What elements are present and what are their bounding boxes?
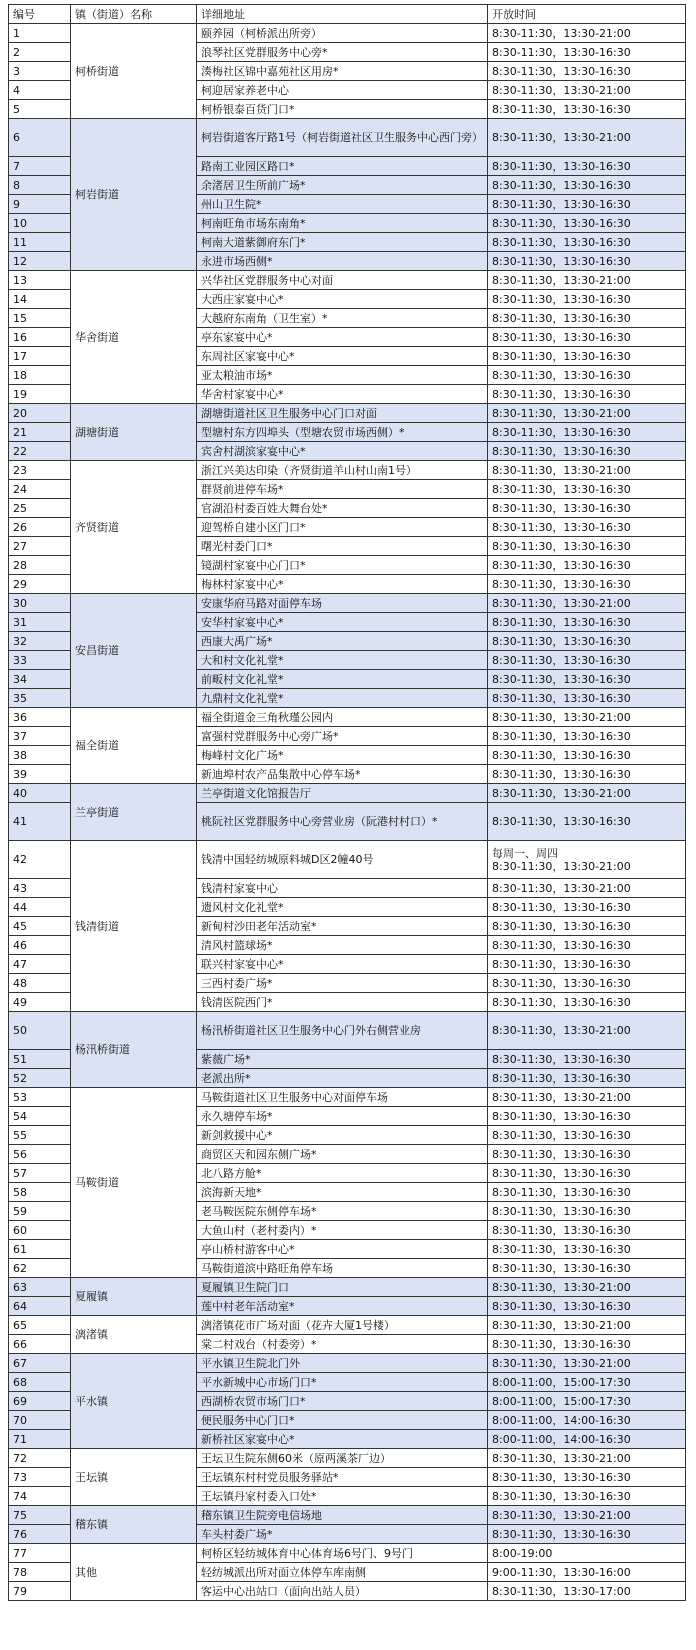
cell-number: 65 xyxy=(9,1316,71,1335)
table-row xyxy=(9,1012,686,1050)
cell-number: 59 xyxy=(9,1202,71,1221)
cell-hours: 8:30-11:30，13:30-16:30 xyxy=(488,1335,686,1354)
cell-number: 23 xyxy=(9,461,71,480)
cell-address: 浙江兴美达印染（齐贤街道羊山村山南1号） xyxy=(197,461,488,480)
cell-number: 4 xyxy=(9,81,71,100)
cell-number: 46 xyxy=(9,936,71,955)
table-row xyxy=(9,1316,686,1335)
table-row xyxy=(9,1088,686,1107)
cell-number: 49 xyxy=(9,993,71,1012)
cell-address: 轻纺城派出所对面立体停车库南侧 xyxy=(197,1563,488,1582)
cell-hours: 8:30-11:30，13:30-16:30 xyxy=(488,613,686,632)
cell-hours: 8:30-11:30，13:30-16:30 xyxy=(488,1126,686,1145)
header-address: 详细地址 xyxy=(197,5,488,24)
cell-address: 王坛镇丹家村委入口处* xyxy=(197,1487,488,1506)
cell-address: 大鱼山村（老村委内）* xyxy=(197,1221,488,1240)
cell-hours: 8:00-11:00，15:00-17:30 xyxy=(488,1392,686,1411)
cell-hours: 8:30-11:30，13:30-21:00 xyxy=(488,1012,686,1050)
cell-number: 74 xyxy=(9,1487,71,1506)
cell-address: 商贸区天和园东侧广场* xyxy=(197,1145,488,1164)
cell-address: 清风村篮球场* xyxy=(197,936,488,955)
cell-address: 余渚居卫生所前广场* xyxy=(197,176,488,195)
cell-address: 安华村家宴中心* xyxy=(197,613,488,632)
cell-address: 福全街道金三角秋瑾公园内 xyxy=(197,708,488,727)
cell-hours: 8:30-11:30，13:30-16:30 xyxy=(488,195,686,214)
cell-number: 20 xyxy=(9,404,71,423)
cell-address: 三西村委广场* xyxy=(197,974,488,993)
cell-number: 41 xyxy=(9,803,71,841)
header-town: 镇（街道）名称 xyxy=(71,5,197,24)
cell-address: 西湖桥农贸市场门口* xyxy=(197,1392,488,1411)
cell-address: 柯南旺角市场东南角* xyxy=(197,214,488,233)
table-row xyxy=(9,461,686,480)
cell-address: 永久塘停车场* xyxy=(197,1107,488,1126)
cell-address: 钱清村家宴中心 xyxy=(197,879,488,898)
table-row xyxy=(9,708,686,727)
cell-address: 大西庄家宴中心* xyxy=(197,290,488,309)
cell-number: 61 xyxy=(9,1240,71,1259)
cell-address: 亭东家宴中心* xyxy=(197,328,488,347)
cell-number: 2 xyxy=(9,43,71,62)
cell-number: 50 xyxy=(9,1012,71,1050)
table-row xyxy=(9,784,686,803)
cell-number: 57 xyxy=(9,1164,71,1183)
cell-number: 60 xyxy=(9,1221,71,1240)
table-row xyxy=(9,841,686,879)
cell-address: 平水镇卫生院北门外 xyxy=(197,1354,488,1373)
cell-address: 州山卫生院* xyxy=(197,195,488,214)
cell-number: 1 xyxy=(9,24,71,43)
cell-address: 新剑救援中心* xyxy=(197,1126,488,1145)
cell-hours: 8:30-11:30，13:30-16:30 xyxy=(488,100,686,119)
cell-address: 湖塘街道社区卫生服务中心门口对面 xyxy=(197,404,488,423)
cell-address: 王坛卫生院东侧60米（原两溪茶厂边） xyxy=(197,1449,488,1468)
cell-hours: 8:30-11:30，13:30-16:30 xyxy=(488,632,686,651)
cell-number: 78 xyxy=(9,1563,71,1582)
header-number: 编号 xyxy=(9,5,71,24)
cell-number: 27 xyxy=(9,537,71,556)
cell-hours: 8:30-11:30，13:30-16:30 xyxy=(488,366,686,385)
cell-town: 华舍街道 xyxy=(71,271,197,404)
cell-number: 75 xyxy=(9,1506,71,1525)
cell-hours: 8:30-11:30，13:30-16:30 xyxy=(488,252,686,271)
cell-town: 稽东镇 xyxy=(71,1506,197,1544)
cell-town: 马鞍街道 xyxy=(71,1088,197,1278)
cell-number: 15 xyxy=(9,309,71,328)
cell-hours: 8:30-11:30，13:30-21:00 xyxy=(488,271,686,290)
cell-hours: 8:30-11:30，13:30-21:00 xyxy=(488,404,686,423)
cell-address: 型塘村东方四埠头（型塘农贸市场西侧）* xyxy=(197,423,488,442)
cell-number: 53 xyxy=(9,1088,71,1107)
cell-address: 永进市场西侧* xyxy=(197,252,488,271)
cell-hours: 8:30-11:30，13:30-16:30 xyxy=(488,309,686,328)
cell-number: 63 xyxy=(9,1278,71,1297)
cell-number: 17 xyxy=(9,347,71,366)
cell-number: 66 xyxy=(9,1335,71,1354)
header-row xyxy=(9,5,686,24)
cell-number: 48 xyxy=(9,974,71,993)
cell-address: 东周社区家宴中心* xyxy=(197,347,488,366)
cell-town: 福全街道 xyxy=(71,708,197,784)
cell-number: 18 xyxy=(9,366,71,385)
cell-hours: 8:30-11:30，13:30-16:30 xyxy=(488,157,686,176)
cell-address: 紫薇广场* xyxy=(197,1050,488,1069)
cell-address: 便民服务中心门口* xyxy=(197,1411,488,1430)
cell-number: 69 xyxy=(9,1392,71,1411)
cell-town: 漓渚镇 xyxy=(71,1316,197,1354)
cell-number: 29 xyxy=(9,575,71,594)
cell-number: 16 xyxy=(9,328,71,347)
cell-number: 45 xyxy=(9,917,71,936)
cell-address: 马鞍街道滨中路旺角停车场 xyxy=(197,1259,488,1278)
cell-number: 26 xyxy=(9,518,71,537)
cell-hours: 8:30-11:30，13:30-16:30 xyxy=(488,974,686,993)
cell-hours: 8:30-11:30，13:30-16:30 xyxy=(488,689,686,708)
cell-number: 33 xyxy=(9,651,71,670)
cell-number: 77 xyxy=(9,1544,71,1563)
cell-hours: 8:30-11:30，13:30-16:30 xyxy=(488,62,686,81)
cell-address: 柯迎居家养老中心 xyxy=(197,81,488,100)
cell-hours: 8:30-11:30，13:30-21:00 xyxy=(488,119,686,157)
cell-hours: 8:30-11:30，13:30-16:30 xyxy=(488,1468,686,1487)
cell-address: 北八路方舱* xyxy=(197,1164,488,1183)
cell-address: 柯岩街道客厅路1号（柯岩街道社区卫生服务中心西门旁） xyxy=(197,119,488,157)
cell-hours: 8:30-11:30，13:30-16:30 xyxy=(488,936,686,955)
table-row xyxy=(9,1544,686,1563)
cell-address: 新甸村沙田老年活动室* xyxy=(197,917,488,936)
cell-hours: 8:00-11:00，14:00-16:30 xyxy=(488,1411,686,1430)
cell-address: 滨海新天地* xyxy=(197,1183,488,1202)
cell-number: 34 xyxy=(9,670,71,689)
cell-town: 杨汛桥街道 xyxy=(71,1012,197,1088)
cell-number: 76 xyxy=(9,1525,71,1544)
cell-hours: 8:30-11:30，13:30-16:30 xyxy=(488,898,686,917)
cell-address: 亚太粮油市场* xyxy=(197,366,488,385)
cell-address: 前畈村文化礼堂* xyxy=(197,670,488,689)
cell-hours: 8:30-11:30，13:30-21:00 xyxy=(488,81,686,100)
cell-address: 平水新城中心市场门口* xyxy=(197,1373,488,1392)
cell-town: 夏履镇 xyxy=(71,1278,197,1316)
cell-address: 钱清中国轻纺城原料城D区2幢40号 xyxy=(197,841,488,879)
cell-address: 杨汛桥街道社区卫生服务中心门外右侧营业房 xyxy=(197,1012,488,1050)
cell-address: 梅林村家宴中心* xyxy=(197,575,488,594)
cell-number: 54 xyxy=(9,1107,71,1126)
cell-address: 老派出所* xyxy=(197,1069,488,1088)
cell-address: 新迪埠村农产品集散中心停车场* xyxy=(197,765,488,784)
cell-hours: 8:30-11:30，13:30-16:30 xyxy=(488,993,686,1012)
cell-number: 30 xyxy=(9,594,71,613)
cell-address: 湊梅社区锦中嘉苑社区用房* xyxy=(197,62,488,81)
cell-number: 70 xyxy=(9,1411,71,1430)
cell-address: 华舍村家宴中心* xyxy=(197,385,488,404)
cell-hours: 8:30-11:30，13:30-21:00 xyxy=(488,24,686,43)
cell-town: 平水镇 xyxy=(71,1354,197,1449)
cell-hours: 8:30-11:30，13:30-21:00 xyxy=(488,461,686,480)
cell-hours: 8:30-11:30，13:30-16:30 xyxy=(488,328,686,347)
cell-number: 42 xyxy=(9,841,71,879)
cell-hours: 8:30-11:30，13:30-21:00 xyxy=(488,1088,686,1107)
cell-hours: 8:30-11:30，13:30-16:30 xyxy=(488,803,686,841)
cell-town: 钱清街道 xyxy=(71,841,197,1012)
cell-hours: 8:30-11:30，13:30-16:30 xyxy=(488,347,686,366)
cell-address: 大越府东南角（卫生室）* xyxy=(197,309,488,328)
cell-number: 5 xyxy=(9,100,71,119)
cell-hours: 9:00-11:30，13:30-16:00 xyxy=(488,1563,686,1582)
cell-hours: 8:30-11:30，13:30-16:30 xyxy=(488,537,686,556)
testing-sites-table xyxy=(8,4,686,1601)
cell-number: 22 xyxy=(9,442,71,461)
cell-address: 马鞍街道社区卫生服务中心对面停车场 xyxy=(197,1088,488,1107)
cell-address: 西康大禹广场* xyxy=(197,632,488,651)
cell-hours: 8:30-11:30，13:30-17:00 xyxy=(488,1582,686,1601)
cell-hours: 8:30-11:30，13:30-21:00 xyxy=(488,594,686,613)
table-row xyxy=(9,271,686,290)
cell-number: 67 xyxy=(9,1354,71,1373)
cell-address: 宾舍村湖滨家宴中心* xyxy=(197,442,488,461)
cell-hours: 8:30-11:30，13:30-16:30 xyxy=(488,1107,686,1126)
cell-hours: 8:30-11:30，13:30-16:30 xyxy=(488,43,686,62)
cell-hours: 8:30-11:30，13:30-16:30 xyxy=(488,1240,686,1259)
cell-number: 39 xyxy=(9,765,71,784)
cell-number: 21 xyxy=(9,423,71,442)
cell-number: 38 xyxy=(9,746,71,765)
cell-address: 迎驾桥自建小区门口* xyxy=(197,518,488,537)
cell-hours: 8:30-11:30，13:30-21:00 xyxy=(488,1278,686,1297)
cell-address: 群贤前进停车场* xyxy=(197,480,488,499)
cell-hours: 8:30-11:30，13:30-16:30 xyxy=(488,1259,686,1278)
cell-address: 柯桥银泰百货门口* xyxy=(197,100,488,119)
cell-hours: 8:30-11:30，13:30-16:30 xyxy=(488,1145,686,1164)
cell-number: 47 xyxy=(9,955,71,974)
cell-address: 九鼎村文化礼堂* xyxy=(197,689,488,708)
cell-number: 35 xyxy=(9,689,71,708)
cell-number: 8 xyxy=(9,176,71,195)
table-row xyxy=(9,119,686,157)
cell-address: 夏履镇卫生院门口 xyxy=(197,1278,488,1297)
cell-address: 漓渚镇花市广场对面（花卉大厦1号楼） xyxy=(197,1316,488,1335)
cell-number: 51 xyxy=(9,1050,71,1069)
table-row xyxy=(9,1449,686,1468)
cell-town: 齐贤街道 xyxy=(71,461,197,594)
cell-address: 柯桥区轻纺城体育中心体育场6号门、9号门 xyxy=(197,1544,488,1563)
cell-number: 24 xyxy=(9,480,71,499)
cell-hours: 8:30-11:30，13:30-16:30 xyxy=(488,1297,686,1316)
cell-hours: 8:30-11:30，13:30-16:30 xyxy=(488,1050,686,1069)
cell-address: 稽东镇卫生院旁电信场地 xyxy=(197,1506,488,1525)
cell-hours: 8:30-11:30，13:30-16:30 xyxy=(488,233,686,252)
cell-hours: 8:30-11:30，13:30-21:00 xyxy=(488,708,686,727)
cell-address: 车头村委广场* xyxy=(197,1525,488,1544)
cell-number: 55 xyxy=(9,1126,71,1145)
cell-town: 其他 xyxy=(71,1544,197,1601)
cell-hours: 8:30-11:30，13:30-16:30 xyxy=(488,765,686,784)
cell-hours: 8:30-11:30，13:30-16:30 xyxy=(488,423,686,442)
cell-number: 62 xyxy=(9,1259,71,1278)
cell-number: 79 xyxy=(9,1582,71,1601)
cell-hours: 8:30-11:30，13:30-16:30 xyxy=(488,1164,686,1183)
cell-number: 13 xyxy=(9,271,71,290)
cell-hours: 8:30-11:30，13:30-16:30 xyxy=(488,1202,686,1221)
cell-hours: 8:30-11:30，13:30-16:30 xyxy=(488,1183,686,1202)
cell-town: 安昌街道 xyxy=(71,594,197,708)
cell-number: 6 xyxy=(9,119,71,157)
cell-number: 68 xyxy=(9,1373,71,1392)
cell-number: 58 xyxy=(9,1183,71,1202)
cell-number: 71 xyxy=(9,1430,71,1449)
cell-address: 曙光村委门口* xyxy=(197,537,488,556)
cell-address: 莲中村老年活动室* xyxy=(197,1297,488,1316)
cell-hours: 8:30-11:30，13:30-16:30 xyxy=(488,1525,686,1544)
cell-hours: 8:30-11:30，13:30-16:30 xyxy=(488,556,686,575)
cell-address: 镜湖村家宴中心门口* xyxy=(197,556,488,575)
cell-number: 73 xyxy=(9,1468,71,1487)
cell-town: 柯桥街道 xyxy=(71,24,197,119)
cell-hours: 8:30-11:30，13:30-21:00 xyxy=(488,1506,686,1525)
cell-address: 路南工业园区路口* xyxy=(197,157,488,176)
cell-hours: 8:30-11:30，13:30-16:30 xyxy=(488,442,686,461)
cell-number: 44 xyxy=(9,898,71,917)
cell-hours: 8:00-11:00，14:00-16:30 xyxy=(488,1430,686,1449)
cell-address: 官湖沿村委百姓大舞台处* xyxy=(197,499,488,518)
cell-hours: 8:30-11:30，13:30-16:30 xyxy=(488,214,686,233)
cell-hours: 8:30-11:30，13:30-16:30 xyxy=(488,1069,686,1088)
cell-address: 王坛镇东村村党员服务驿站* xyxy=(197,1468,488,1487)
cell-hours: 8:30-11:30，13:30-16:30 xyxy=(488,955,686,974)
cell-number: 37 xyxy=(9,727,71,746)
cell-hours: 8:30-11:30，13:30-21:00 xyxy=(488,879,686,898)
cell-number: 14 xyxy=(9,290,71,309)
cell-number: 10 xyxy=(9,214,71,233)
cell-address: 老马鞍医院东侧停车场* xyxy=(197,1202,488,1221)
cell-number: 7 xyxy=(9,157,71,176)
cell-address: 富强村党群服务中心旁广场* xyxy=(197,727,488,746)
cell-address: 梅峰村文化广场* xyxy=(197,746,488,765)
cell-number: 31 xyxy=(9,613,71,632)
table-row xyxy=(9,1278,686,1297)
cell-hours: 每周一、周四 8:30-11:30，13:30-21:00 xyxy=(488,841,686,879)
cell-number: 64 xyxy=(9,1297,71,1316)
table-row xyxy=(9,1506,686,1525)
cell-number: 12 xyxy=(9,252,71,271)
cell-hours: 8:30-11:30，13:30-21:00 xyxy=(488,1449,686,1468)
cell-address: 柯南大道紫御府东门* xyxy=(197,233,488,252)
cell-town: 柯岩街道 xyxy=(71,119,197,271)
cell-hours: 8:00-19:00 xyxy=(488,1544,686,1563)
cell-address: 颐养园（柯桥派出所旁） xyxy=(197,24,488,43)
cell-hours: 8:30-11:30，13:30-16:30 xyxy=(488,727,686,746)
cell-number: 19 xyxy=(9,385,71,404)
cell-hours: 8:30-11:30，13:30-16:30 xyxy=(488,575,686,594)
cell-address: 联兴村家宴中心* xyxy=(197,955,488,974)
cell-hours: 8:00-11:00，15:00-17:30 xyxy=(488,1373,686,1392)
cell-hours: 8:30-11:30，13:30-21:00 xyxy=(488,1316,686,1335)
table-row xyxy=(9,1354,686,1373)
table-row xyxy=(9,594,686,613)
cell-number: 43 xyxy=(9,879,71,898)
cell-town: 兰亭街道 xyxy=(71,784,197,841)
cell-number: 9 xyxy=(9,195,71,214)
cell-address: 大和村文化礼堂* xyxy=(197,651,488,670)
cell-number: 3 xyxy=(9,62,71,81)
cell-hours: 8:30-11:30，13:30-16:30 xyxy=(488,518,686,537)
cell-address: 亭山桥村游客中心* xyxy=(197,1240,488,1259)
cell-number: 72 xyxy=(9,1449,71,1468)
cell-address: 兰亭街道文化馆报告厅 xyxy=(197,784,488,803)
cell-address: 桃阮社区党群服务中心旁营业房（阮港村村口）* xyxy=(197,803,488,841)
cell-hours: 8:30-11:30，13:30-16:30 xyxy=(488,290,686,309)
cell-address: 浪琴社区党群服务中心旁* xyxy=(197,43,488,62)
cell-number: 56 xyxy=(9,1145,71,1164)
cell-hours: 8:30-11:30，13:30-16:30 xyxy=(488,176,686,195)
cell-number: 36 xyxy=(9,708,71,727)
table-body xyxy=(9,24,686,1601)
cell-number: 32 xyxy=(9,632,71,651)
cell-number: 25 xyxy=(9,499,71,518)
cell-hours: 8:30-11:30，13:30-21:00 xyxy=(488,784,686,803)
cell-number: 40 xyxy=(9,784,71,803)
cell-address: 遗风村文化礼堂* xyxy=(197,898,488,917)
cell-address: 客运中心出站口（面向出站人员） xyxy=(197,1582,488,1601)
cell-address: 新桥社区家宴中心* xyxy=(197,1430,488,1449)
cell-address: 钱清医院西门* xyxy=(197,993,488,1012)
table-row xyxy=(9,24,686,43)
cell-hours: 8:30-11:30，13:30-16:30 xyxy=(488,917,686,936)
cell-hours: 8:30-11:30，13:30-16:30 xyxy=(488,480,686,499)
cell-address: 安康华府马路对面停车场 xyxy=(197,594,488,613)
cell-hours: 8:30-11:30，13:30-16:30 xyxy=(488,499,686,518)
cell-hours: 8:30-11:30，13:30-16:30 xyxy=(488,1487,686,1506)
cell-hours: 8:30-11:30，13:30-16:30 xyxy=(488,1221,686,1240)
cell-number: 11 xyxy=(9,233,71,252)
cell-hours: 8:30-11:30，13:30-21:00 xyxy=(488,1354,686,1373)
cell-hours: 8:30-11:30，13:30-16:30 xyxy=(488,746,686,765)
cell-address: 棠二村戏台（村委旁）* xyxy=(197,1335,488,1354)
cell-hours: 8:30-11:30，13:30-16:30 xyxy=(488,670,686,689)
cell-number: 28 xyxy=(9,556,71,575)
cell-address: 兴华社区党群服务中心对面 xyxy=(197,271,488,290)
table-row xyxy=(9,404,686,423)
header-hours: 开放时间 xyxy=(488,5,686,24)
cell-hours: 8:30-11:30，13:30-16:30 xyxy=(488,385,686,404)
cell-town: 王坛镇 xyxy=(71,1449,197,1506)
cell-town: 湖塘街道 xyxy=(71,404,197,461)
cell-hours: 8:30-11:30，13:30-16:30 xyxy=(488,651,686,670)
cell-number: 52 xyxy=(9,1069,71,1088)
